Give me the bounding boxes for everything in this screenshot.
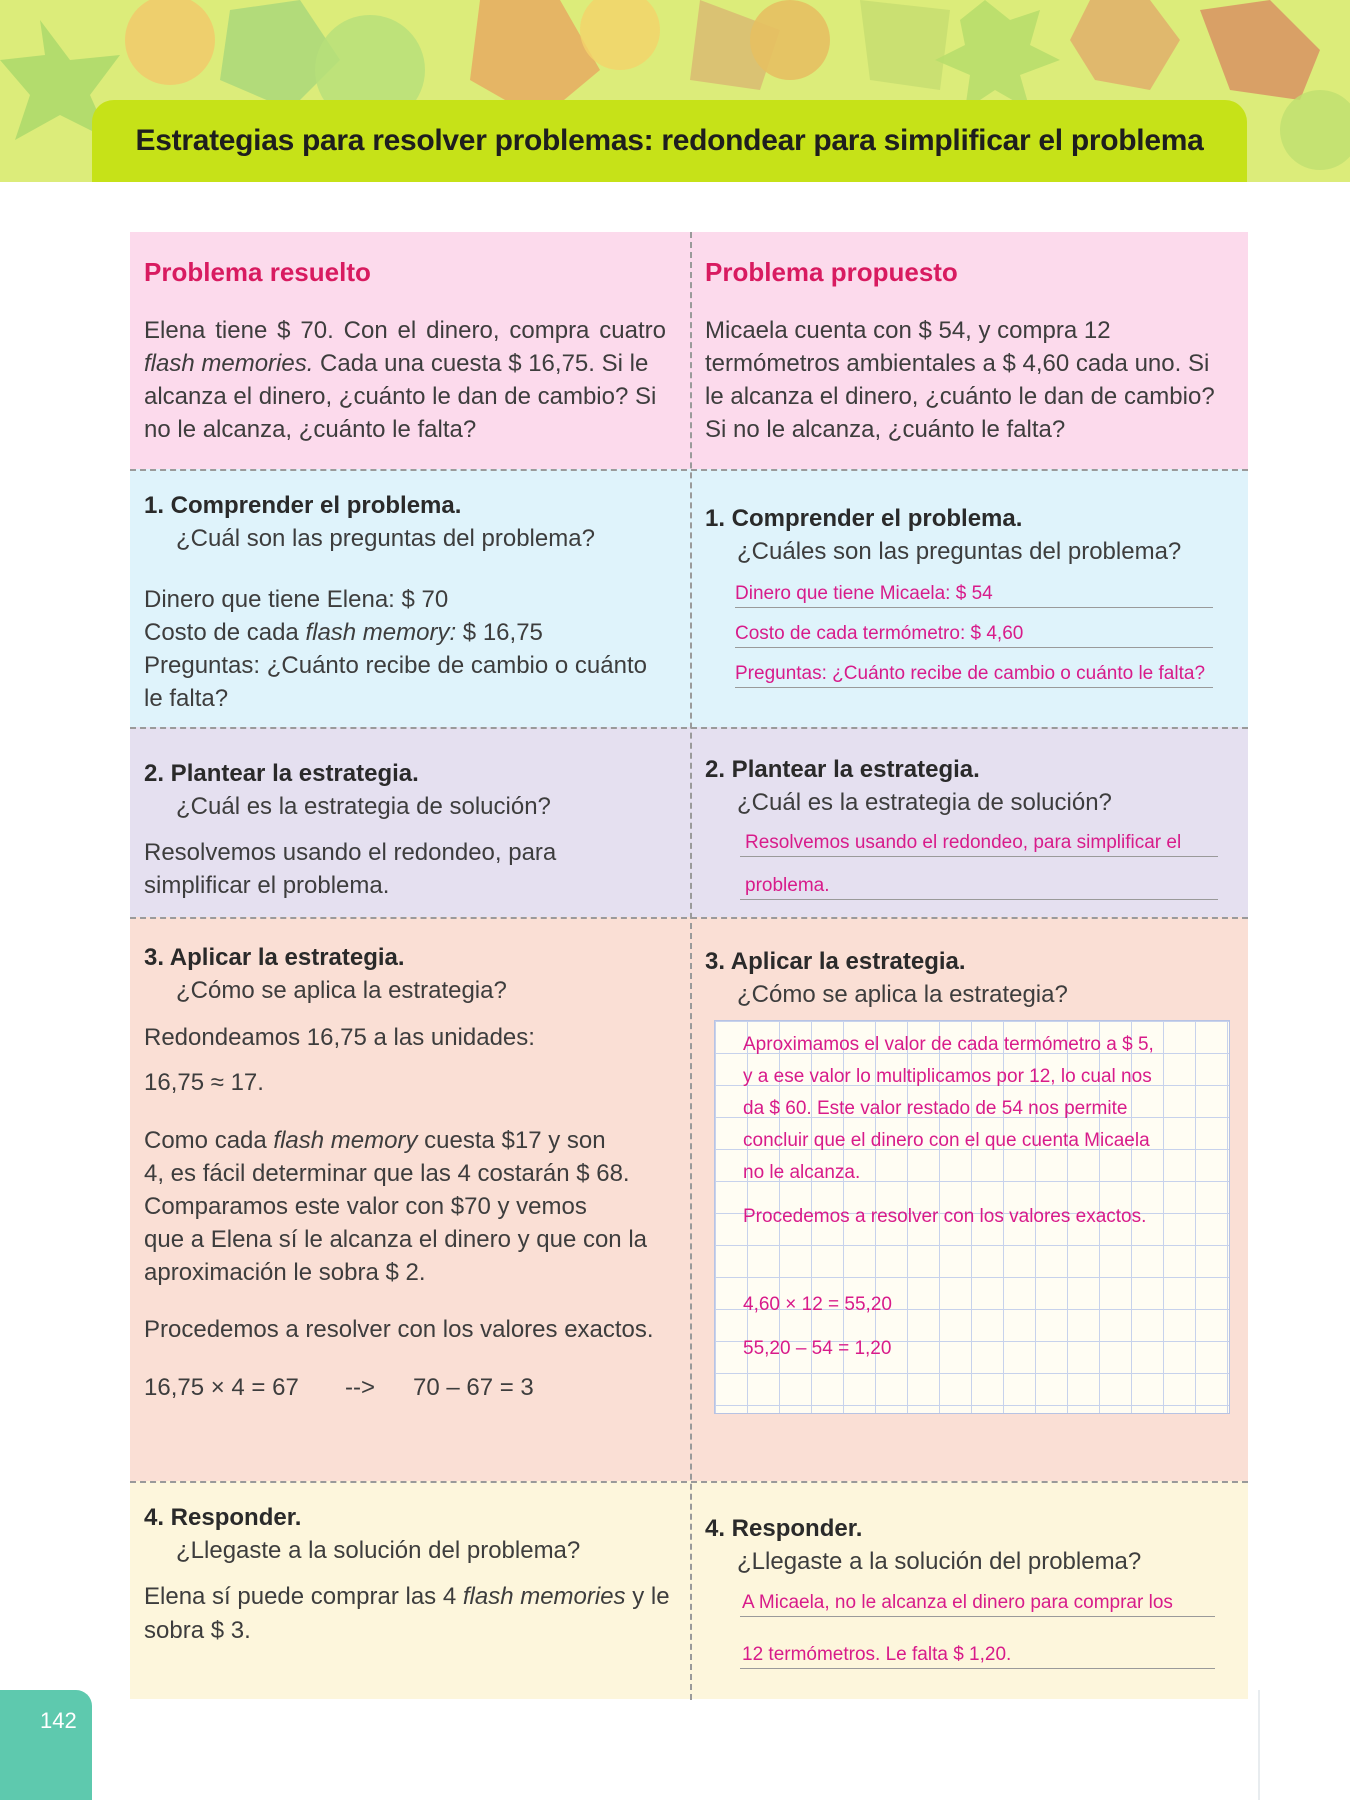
left-step3-equation: 16,75 × 4 = 67 xyxy=(144,1374,299,1401)
left-step3-line: Redondeamos 16,75 a las unidades: xyxy=(144,1024,535,1051)
right-step2-question: ¿Cuál es la estrategia de solución? xyxy=(737,789,1112,816)
text: Costo de cada xyxy=(144,619,306,646)
divider xyxy=(130,1481,1248,1483)
right-step1-title: 1. Comprender el problema. xyxy=(705,505,1023,532)
left-step2-line: simplificar el problema. xyxy=(144,872,390,899)
right-heading: Problema propuesto xyxy=(705,257,958,287)
left-statement-line: Elena tiene $ 70. Con el dinero, compra cuatro xyxy=(144,317,666,344)
page-number: 142 xyxy=(40,1708,77,1733)
right-step4-answer: 12 termómetros. Le falta $ 1,20. xyxy=(740,1644,1215,1669)
text: Como cada xyxy=(144,1127,274,1154)
left-step1-line xyxy=(144,616,543,649)
right-step3-equation: 4,60 × 12 = 55,20 xyxy=(743,1294,892,1315)
left-step4-title: 4. Responder. xyxy=(144,1504,302,1531)
page-edge xyxy=(1258,1690,1260,1800)
text: Elena sí puede comprar las 4 xyxy=(144,1583,463,1610)
page-number-tab xyxy=(0,1690,92,1800)
italic-text: flash memory xyxy=(273,1127,418,1154)
left-step3-line: 4, es fácil determinar que las 4 costarán $ 68. xyxy=(144,1160,630,1187)
left-step1-line: Dinero que tiene Elena: $ 70 xyxy=(144,586,449,613)
left-step4-line: sobra $ 3. xyxy=(144,1617,251,1644)
left-step3-title: 3. Aplicar la estrategia. xyxy=(144,944,405,971)
right-step4-question: ¿Llegaste a la solución del problema? xyxy=(737,1548,1142,1575)
left-step1-question: ¿Cuál son las preguntas del problema? xyxy=(176,525,595,552)
left-step2-title: 2. Plantear la estrategia. xyxy=(144,760,419,787)
left-step3-line: Procedemos a resolver con los valores exactos. xyxy=(144,1316,654,1343)
left-heading: Problema resuelto xyxy=(144,257,371,287)
left-step2-question: ¿Cuál es la estrategia de solución? xyxy=(176,793,551,820)
italic-text: flash memories xyxy=(462,1583,626,1610)
left-step3-line: aproximación le sobra $ 2. xyxy=(144,1259,426,1286)
right-step3-title: 3. Aplicar la estrategia. xyxy=(705,948,966,975)
left-step3-equation: 70 – 67 = 3 xyxy=(413,1374,534,1401)
left-statement-line xyxy=(144,347,666,380)
left-step3-line: Comparamos este valor con $70 y vemos xyxy=(144,1193,587,1220)
text: cuesta $17 y son xyxy=(417,1127,606,1154)
left-step3-line xyxy=(144,1124,606,1157)
right-statement-line: le alcanza el dinero, ¿cuánto le dan de cambio? xyxy=(705,383,1215,410)
right-step3-line: da $ 60. Este valor restado de 54 nos permite xyxy=(743,1098,1128,1119)
right-step3-line: Aproximamos el valor de cada termómetro a $ 5, xyxy=(743,1034,1154,1055)
right-statement-line: Si no le alcanza, ¿cuánto le falta? xyxy=(705,416,1066,443)
italic-text: flash memory: xyxy=(305,619,457,646)
right-step1-question: ¿Cuáles son las preguntas del problema? xyxy=(737,538,1182,565)
left-step1-line: le falta? xyxy=(144,685,229,712)
left-step3-line: que a Elena sí le alcanza el dinero y que con la xyxy=(144,1226,648,1253)
right-step1-answer: Preguntas: ¿Cuánto recibe de cambio o cuánto le falta? xyxy=(735,663,1213,688)
left-step4-question: ¿Llegaste a la solución del problema? xyxy=(176,1537,581,1564)
left-step1-title: 1. Comprender el problema. xyxy=(144,492,462,519)
graph-paper-box xyxy=(714,1020,1230,1414)
right-step3-line: no le alcanza. xyxy=(743,1162,861,1183)
text: $ 16,75 xyxy=(456,619,543,646)
left-step4-line xyxy=(144,1580,670,1613)
right-step3-line: Procedemos a resolver con los valores exactos. xyxy=(743,1206,1147,1227)
right-step3-line: y a ese valor lo multiplicamos por 12, lo cual nos xyxy=(743,1066,1152,1087)
right-statement-line: termómetros ambientales a $ 4,60 cada uno. Si xyxy=(705,350,1210,377)
left-statement-line: alcanza el dinero, ¿cuánto le dan de cambio? Si xyxy=(144,383,657,410)
text: y le xyxy=(625,1583,670,1610)
left-step3-line: 16,75 ≈ 17. xyxy=(144,1069,264,1096)
right-step3-equation: 55,20 – 54 = 1,20 xyxy=(743,1338,892,1359)
right-statement-line: Micaela cuenta con $ 54, y compra 12 xyxy=(705,317,1111,344)
arrow-icon: --> xyxy=(345,1374,375,1401)
page-title: Estrategias para resolver problemas: redondear para simplificar el problema xyxy=(135,124,1204,157)
right-step3-question: ¿Cómo se aplica la estrategia? xyxy=(737,981,1068,1008)
left-statement-line: no le alcanza, ¿cuánto le falta? xyxy=(144,416,477,443)
right-step2-title: 2. Plantear la estrategia. xyxy=(705,756,980,783)
left-step3-question: ¿Cómo se aplica la estrategia? xyxy=(176,977,507,1004)
right-step2-answer: Resolvemos usando el redondeo, para simplificar el xyxy=(740,832,1218,857)
right-step2-answer: problema. xyxy=(740,875,1218,900)
right-step4-title: 4. Responder. xyxy=(705,1515,863,1542)
divider xyxy=(130,917,1248,919)
right-step4-answer: A Micaela, no le alcanza el dinero para comprar los xyxy=(740,1592,1215,1617)
column-divider xyxy=(690,232,692,1700)
text: Cada una cuesta $ 16,75. Si le xyxy=(313,350,649,377)
left-step2-line: Resolvemos usando el redondeo, para xyxy=(144,839,557,866)
right-step1-answer: Dinero que tiene Micaela: $ 54 xyxy=(735,583,1213,608)
divider xyxy=(130,727,1248,729)
title-bar xyxy=(92,100,1247,182)
divider xyxy=(130,469,1248,471)
left-step1-line: Preguntas: ¿Cuánto recibe de cambio o cuánto xyxy=(144,652,647,679)
italic-text: flash memories. xyxy=(144,350,314,377)
right-step3-line: concluir que el dinero con el que cuenta Micaela xyxy=(743,1130,1150,1151)
right-step1-answer: Costo de cada termómetro: $ 4,60 xyxy=(735,623,1213,648)
